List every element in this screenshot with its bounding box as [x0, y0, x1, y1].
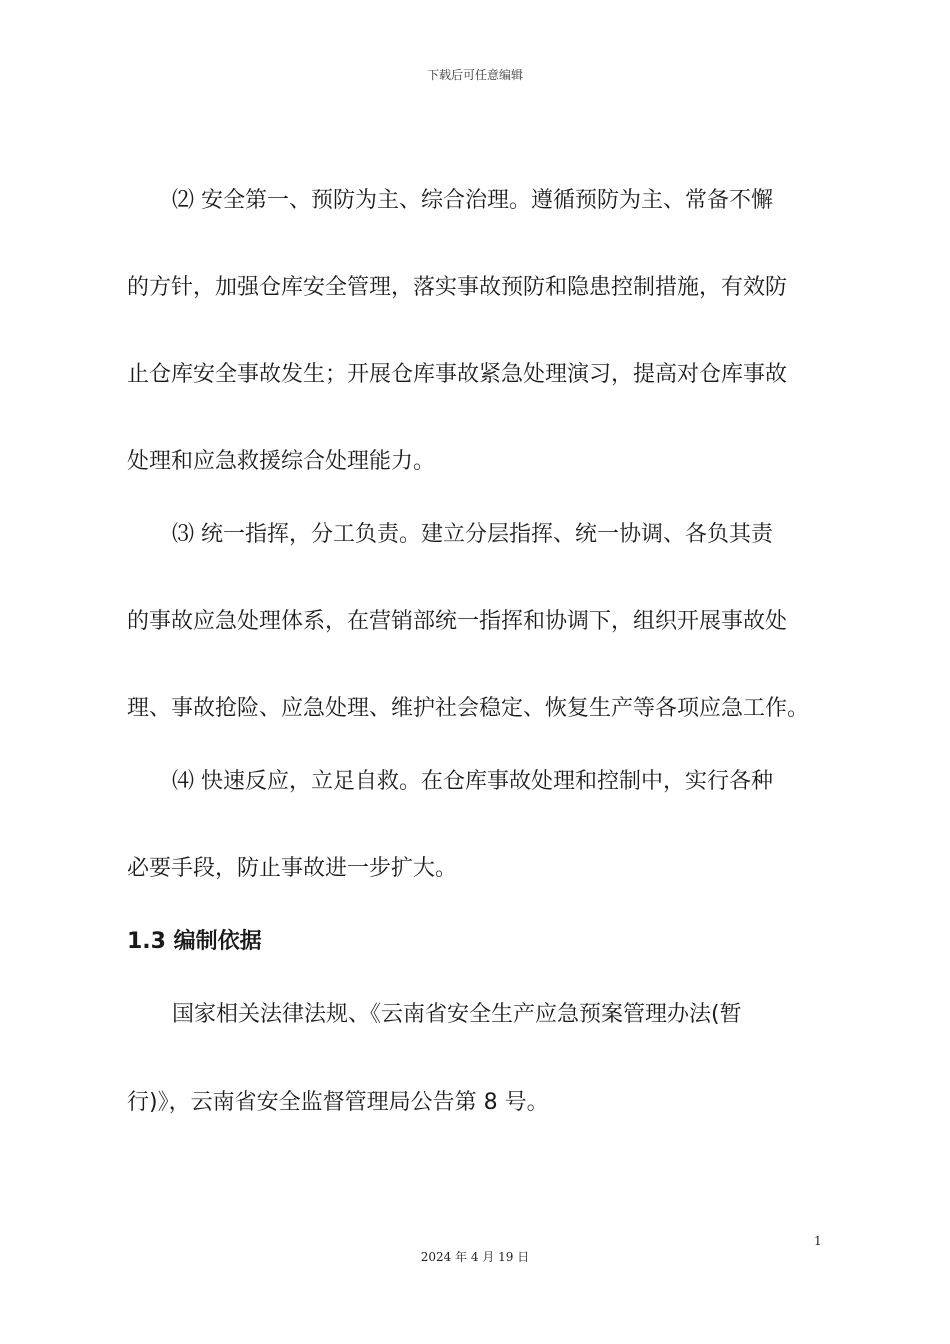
section-heading: 1.3 编制依据	[127, 929, 262, 954]
paragraph-5-line-1: 国家相关法律法规、《云南省安全生产应急预案管理办法(暂	[172, 1002, 742, 1027]
paragraph-2-line-2: 的方针，加强仓库安全管理，落实事故预防和隐患控制措施，有效防	[127, 275, 788, 300]
paragraph-2-line-3: 止仓库安全事故发生；开展仓库事故紧急处理演习，提高对仓库事故	[127, 362, 788, 387]
footer-date: 2024 年 4 月 19 日	[420, 1250, 530, 1264]
page-number: 1	[814, 1234, 822, 1248]
page-header: 下载后可任意编辑	[426, 68, 523, 82]
paragraph-2-line-1: ⑵ 安全第一、预防为主、综合治理。遵循预防为主、常备不懈	[172, 188, 773, 213]
paragraph-5-line-2: 行)》，云南省安全监督管理局公告第 8 号。	[127, 1090, 549, 1115]
paragraph-3-line-2: 的事故应急处理体系，在营销部统一指挥和协调下，组织开展事故处	[127, 609, 788, 634]
paragraph-3-line-3: 理、事故抢险、应急处理、维护社会稳定、恢复生产等各项应急工作。	[127, 696, 810, 721]
paragraph-3-line-1: ⑶ 统一指挥，分工负责。建立分层指挥、统一协调、各负其责	[172, 522, 773, 547]
paragraph-4-line-1: ⑷ 快速反应，立足自救。在仓库事故处理和控制中，实行各种	[172, 769, 773, 794]
paragraph-2-line-4: 处理和应急救援综合处理能力。	[127, 449, 436, 474]
paragraph-4-line-2: 必要手段，防止事故进一步扩大。	[127, 856, 458, 881]
